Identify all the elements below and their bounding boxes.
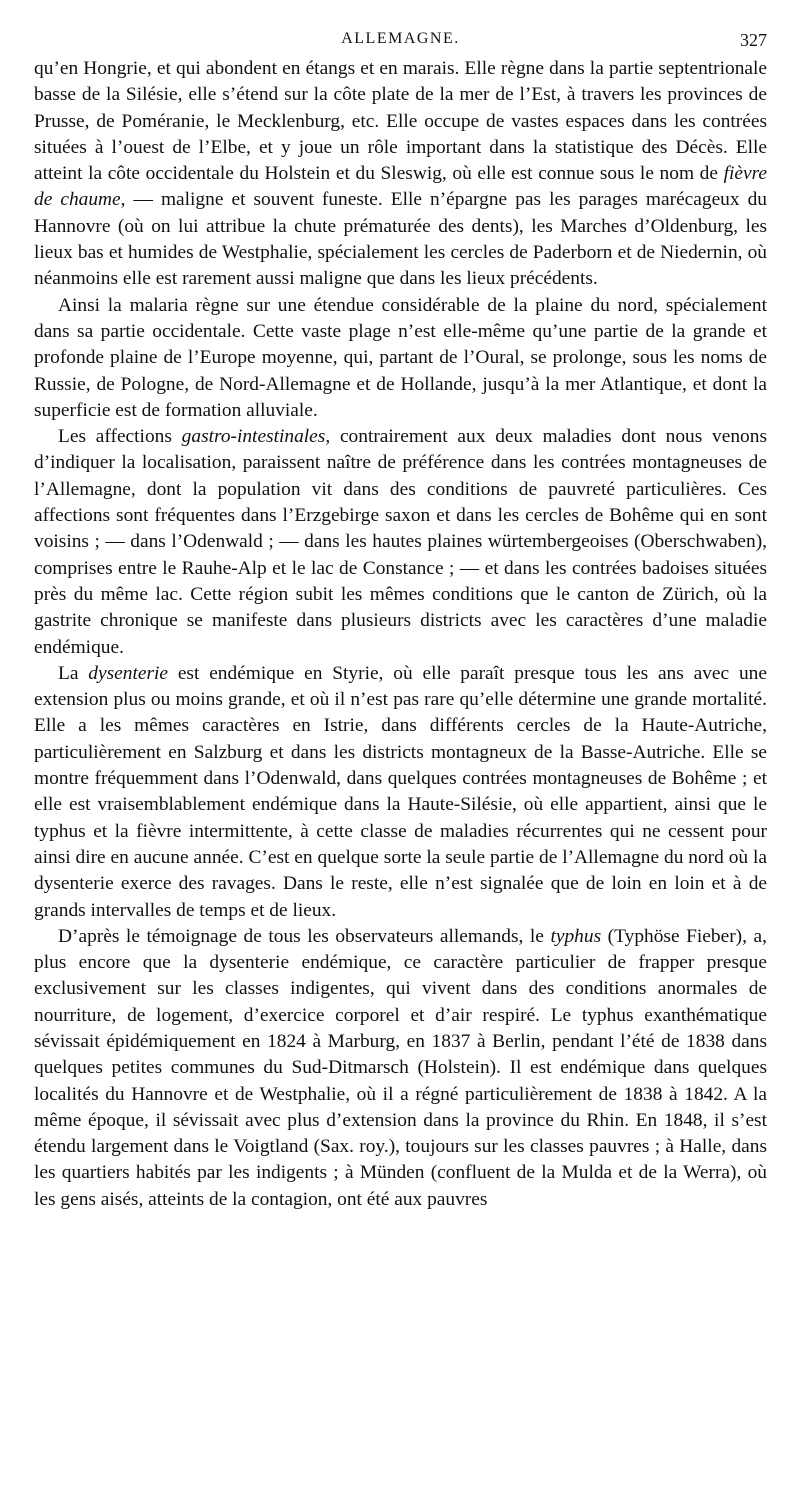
- document-page: [34, 30, 767, 1213]
- paragraph-malaria-north-continued: qu’en Hongrie, et qui abondent en étangs et en marais. Elle règne dans la partie septentrionale basse de la Silésie, elle s’étend sur la côte plate de la mer de l’Est, à travers les provinces de Prusse, de Poméranie, le Mecklenburg, etc. Elle occupe de vastes espaces dans les contrées situées à l’ouest de l’Elbe, et y joue un rôle important dans la statistique des Décès. Elle atteint la côte occidentale du Holstein et du Sleswig, où elle est connue sous le nom de fièvre de chaume, — maligne et souvent funeste. Elle n’épargne pas les parages marécageux du Hannovre (où on lui attribue la chute prématurée des dents), les Marches d’Oldenburg, les lieux bas et humides de Westphalie, spécialement les cercles de Paderborn et de Niedernin, où néanmoins elle est rarement aussi maligne que dans les lieux précédents.: [34, 58, 768, 290]
- running-title: ALLEMAGNE.: [341, 30, 460, 47]
- page-number: 327: [740, 30, 767, 50]
- paragraph-typhus: D’après le témoignage de tous les observateurs allemands, le typhus (Typhöse Fieber), a, plus encore que la dysenterie endémique, ce caractère particulier de frapper presque exclusivement sur les classes indigentes, qui vivent dans des conditions anormales de nourriture, de logement, d’exercice corporel et d’air respiré. Le typhus exanthématique sévissait épidémiquement en 1824 à Marburg, en 1837 à Berlin, pendant l’été de 1838 dans quelques petites communes du Sud-Ditmarsch (Holstein). Il est endémique dans quelques localités du Hannovre et de Westphalie, où il a régné particulièrement de 1838 à 1842. A la même époque, il sévissait avec plus d’extension dans la province du Rhin. En 1848, il s’est étendu largement dans le Voigtland (Sax. roy.), toujours sur les classes pauvres ; à Halle, dans les quartiers habités par les indigents ; à Münden (confluent de la Mulda et de la Werra), où les gens aisés, atteints de la contagion, ont été aux pauvres: [34, 925, 767, 1210]
- running-header: [34, 30, 767, 56]
- paragraph-malaria-plain: Ainsi la malaria règne sur une étendue considérable de la plaine du nord, spécialement dans sa partie occidentale. Cette vaste plage n’est elle-même qu’une partie de la grande et profonde plaine de l’Europe moyenne, qui, partant de l’Oural, se prolonge, sous les noms de Russie, de Pologne, de Nord-Allemagne et de Hollande, jusqu’à la mer Atlantique, et dont la superficie est de formation alluviale.: [34, 294, 767, 421]
- term-typhus: typhus: [550, 925, 602, 947]
- body-text: [34, 56, 767, 1213]
- term-fievre-de-chaume: fièvre de chaume: [34, 163, 767, 211]
- paragraph-gastro-intestinal: Les affections gastro-intestinales, contrairement aux deux maladies dont nous venons d’indiquer la localisation, paraissent naître de préférence dans les contrées montagneuses de l’Allemagne, dont la population vit dans des conditions de pauvreté particulières. Ces affections sont fréquentes dans l’Erzgebirge saxon et dans les cercles de Bohême qui en sont voisins ; — dans l’Odenwald ; — dans les hautes plaines würtembergeoises (Oberschwaben), comprises entre le Rauhe-Alp et le lac de Constance ; — et dans les contrées badoises situées près du même lac. Cette région subit les mêmes conditions que le canton de Zürich, où la gastrite chronique se manifeste dans plusieurs districts avec les caractères d’une maladie endémique.: [34, 426, 767, 658]
- term-gastro-intestinales: gastro-intestinales: [181, 426, 326, 448]
- term-dysenterie: dysenterie: [88, 662, 168, 684]
- paragraph-dysenterie: La dysenterie est endémique en Styrie, où elle paraît presque tous les ans avec une extension plus ou moins grande, et où il n’est pas rare qu’elle détermine une grande mortalité. Elle a les mêmes caractères en Istrie, dans différents cercles de la Haute-Autriche, particulièrement en Salzburg et dans les districts montagneux de la Basse-Autriche. Elle se montre fréquemment dans l’Odenwald, dans quelques contrées montagneuses de Bohême ; et elle est vraisemblablement endémique dans la Haute-Silésie, où elle appartient, ainsi que le typhus et la fièvre intermittente, à cette classe de maladies récurrentes qui ne cessent pour ainsi dire en aucune année. C’est en quelque sorte la seule partie de l’Allemagne du nord où la dysenterie exerce des ravages. Dans le reste, elle n’est signalée que de loin en loin et à de grands intervalles de temps et de lieux.: [34, 662, 767, 921]
